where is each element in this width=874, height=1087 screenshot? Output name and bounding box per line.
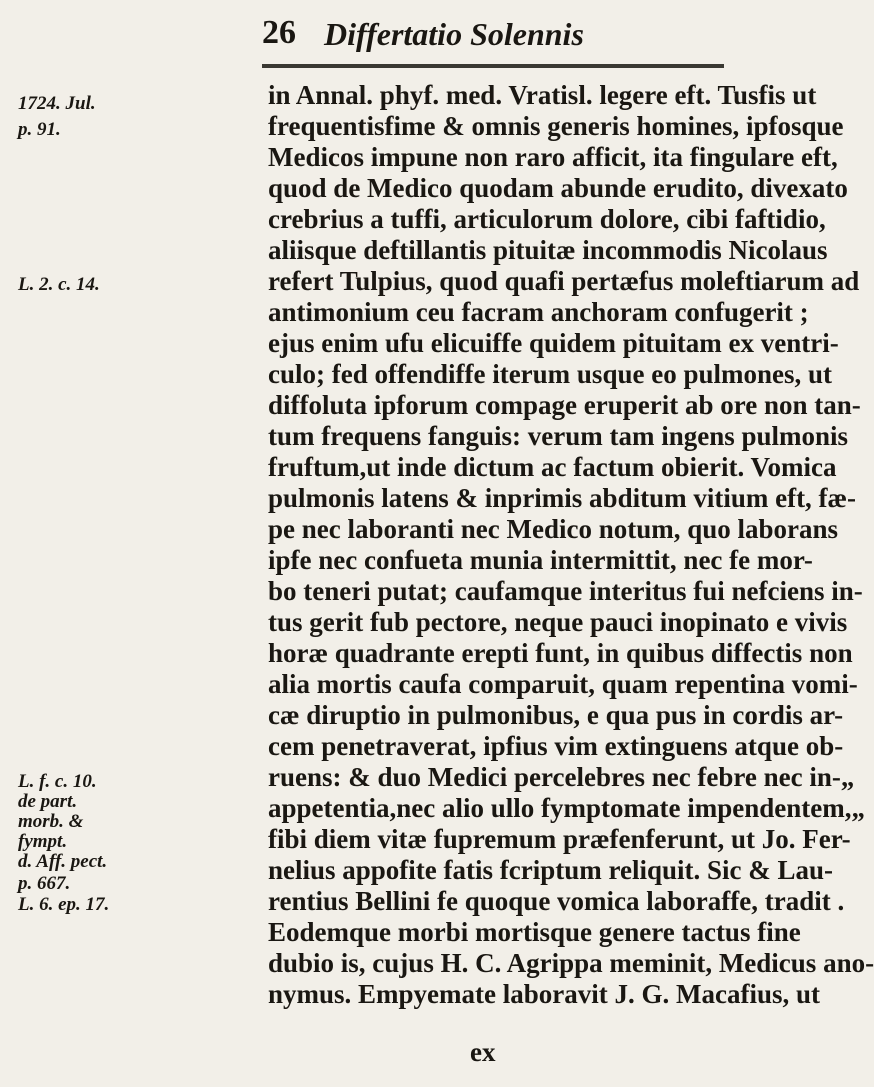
text-line: ruens: & duo Medici percelebres nec febre nec in-„ (268, 762, 855, 792)
text-line: culo; fed offendiffe iterum usque eo pulmones, ut (268, 359, 832, 389)
catchword: ex (470, 1037, 496, 1067)
text-line: horæ quadrante erepti funt, in quibus diffectis non (268, 638, 853, 668)
running-title: Differtatio Solennis (324, 16, 584, 52)
page-number: 26 (262, 14, 296, 51)
margin-note: L. 6. ep. 17. (18, 894, 110, 915)
text-line: diffoluta ipforum compage eruperit ab ore non tan- (268, 390, 861, 420)
text-line: rentius Bellini fe quoque vomica laboraffe, tradit . (268, 886, 845, 916)
text-line: cæ diruptio in pulmonibus, e qua pus in cordis ar- (268, 700, 844, 730)
text-line: aliisque deftillantis pituitæ incommodis Nicolaus (268, 235, 828, 265)
margin-note: 1724. Jul. (18, 93, 96, 114)
margin-note: fympt. (18, 831, 68, 852)
text-line: dubio is, cujus H. C. Agrippa meminit, Medicus ano- (268, 948, 874, 978)
body-text (268, 0, 874, 1087)
text-line: quod de Medico quodam abunde erudito, divexato (268, 173, 848, 203)
text-line: alia mortis caufa comparuit, quam repentina vomi- (268, 669, 858, 699)
text-line: pe nec laboranti nec Medico notum, quo laborans (268, 514, 839, 544)
text-line: tum frequens fanguis: verum tam ingens pulmonis (268, 421, 849, 451)
margin-note: morb. & (18, 811, 84, 832)
text-line: refert Tulpius, quod quafi pertæfus moleftiarum ad (268, 266, 860, 296)
text-line: nelius appofite fatis fcriptum reliquit. Sic & Lau- (268, 855, 834, 885)
margin-note: L. 2. c. 14. (18, 274, 100, 295)
text-line: fruftum,ut inde dictum ac factum obierit. Vomica (268, 452, 837, 482)
text-line: antimonium ceu facram anchoram confugerit ; (268, 297, 809, 327)
text-line: cem penetraverat, ipfius vim extinguens atque ob- (268, 731, 844, 761)
text-line: appetentia,nec alio ullo fymptomate impendentem,„ (268, 793, 865, 823)
text-line: crebrius a tuffi, articulorum dolore, cibi faftidio, (268, 204, 826, 234)
text-line: nymus. Empyemate laboravit J. G. Macafius, ut (268, 979, 820, 1009)
text-line: Medicos impune non raro afficit, ita fingulare eft, (268, 142, 838, 172)
margin-note: L. f. c. 10. (18, 771, 97, 792)
margin-note: p. 91. (18, 119, 61, 140)
text-line: ejus enim ufu elicuiffe quidem pituitam ex ventri- (268, 328, 839, 358)
margin-note: p. 667. (18, 873, 71, 894)
text-line: fibi diem vitæ fupremum præfenferunt, ut Jo. Fer- (268, 824, 851, 854)
text-line: ipfe nec confueta munia intermittit, nec fe mor- (268, 545, 813, 575)
margin-note: de part. (18, 791, 78, 812)
text-line: tus gerit fub pectore, neque pauci inopinato e vivis (268, 607, 848, 637)
text-line: bo teneri putat; caufamque interitus fui nefciens in- (268, 576, 863, 606)
margin-note: d. Aff. pect. (18, 851, 108, 872)
text-line: pulmonis latens & inprimis abditum vitium eft, fæ- (268, 483, 857, 513)
text-line: frequentisfime & omnis generis homines, ipfosque (268, 111, 844, 141)
text-line: Eodemque morbi mortisque genere tactus fine (268, 917, 801, 947)
text-line: in Annal. phyf. med. Vratisl. legere eft. Tusfis ut (268, 80, 817, 110)
margin-notes (0, 0, 110, 1087)
